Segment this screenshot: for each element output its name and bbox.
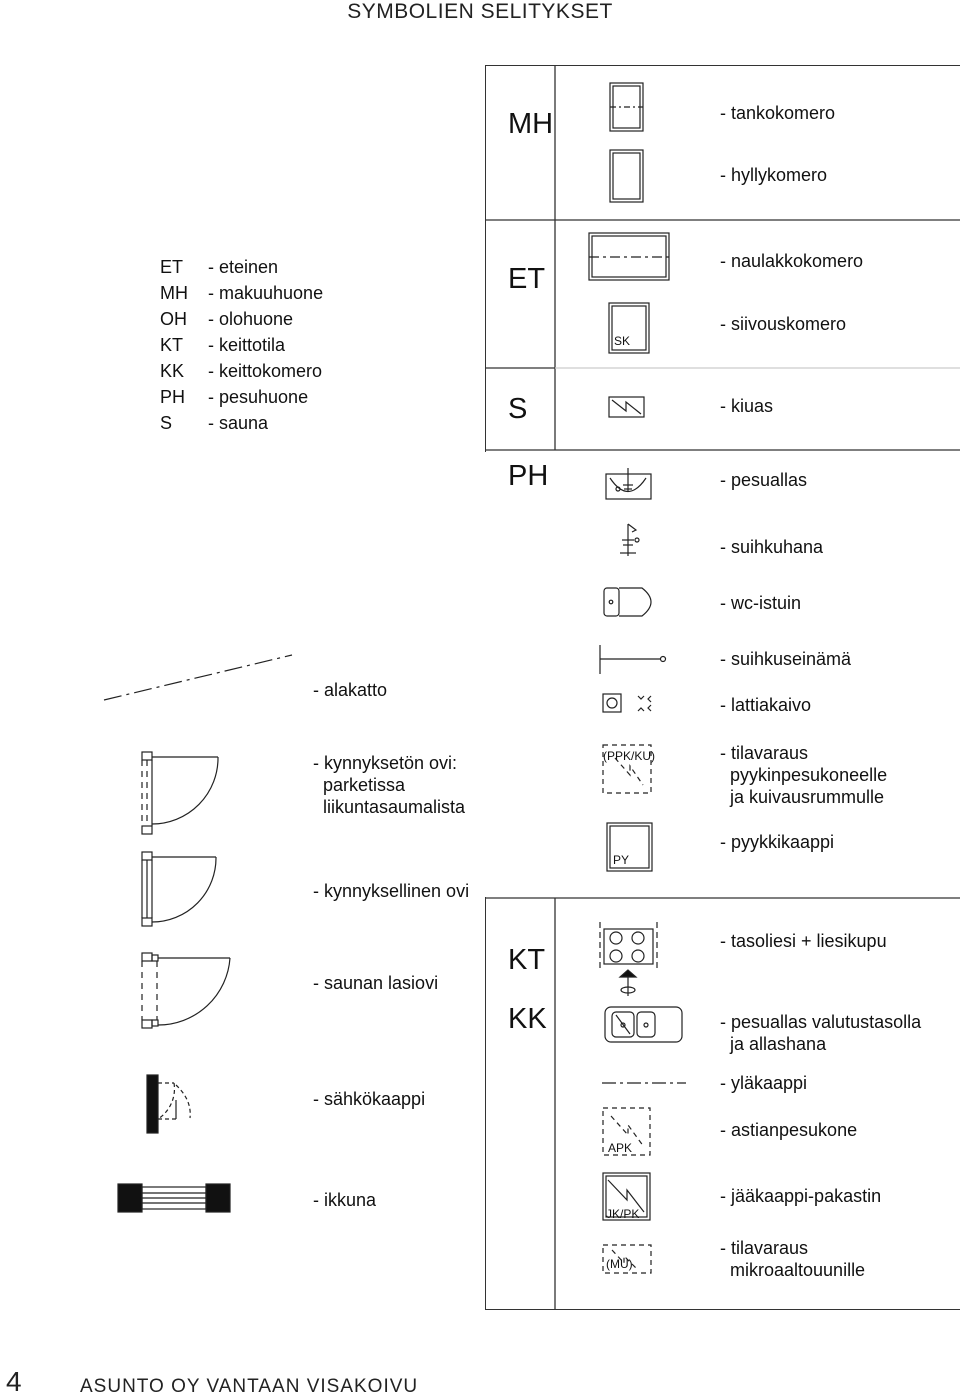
shower-faucet-symbol bbox=[620, 524, 639, 556]
code-mh: MH bbox=[508, 108, 554, 140]
code-et: ET bbox=[508, 263, 546, 295]
label-sahkokaappi: - sähkökaappi bbox=[313, 1089, 426, 1109]
abbr-name: - pesuhuone bbox=[208, 387, 309, 407]
label-jaakaappi: - jääkaappi-pakastin bbox=[720, 1186, 882, 1206]
abbr-name: - olohuone bbox=[208, 309, 294, 329]
symbol-label-jkpk: JK/PK bbox=[606, 1207, 640, 1221]
label-astianpesukone: - astianpesukone bbox=[720, 1120, 858, 1140]
symbol-label-apk: APK bbox=[608, 1141, 633, 1155]
toilet-symbol bbox=[604, 588, 651, 616]
abbr-code: S bbox=[160, 413, 173, 433]
symbol-label-ppk: (PPK/KU) bbox=[603, 749, 656, 763]
abbr-name: - keittokomero bbox=[208, 361, 323, 381]
shower-wall-symbol bbox=[600, 645, 666, 674]
label-alakatto: - alakatto bbox=[313, 680, 388, 700]
label-kynnyksellinen-ovi: - kynnyksellinen ovi bbox=[313, 881, 470, 901]
code-s: S bbox=[508, 393, 528, 425]
label-hyllykomero: - hyllykomero bbox=[720, 165, 828, 185]
shelf-cabinet-symbol bbox=[610, 150, 643, 202]
label-kynnykseton-ovi: - kynnyksetön ovi: parketissa liikuntasaumalista bbox=[313, 753, 466, 817]
abbr-name: - makuuhuone bbox=[208, 283, 324, 303]
symbol-label-mu: (MU) bbox=[606, 1257, 633, 1271]
abbr-code: KK bbox=[160, 361, 185, 381]
code-ph: PH bbox=[508, 460, 549, 492]
label-suihkuseinama: - suihkuseinämä bbox=[720, 649, 852, 669]
abbr-code: PH bbox=[160, 387, 186, 407]
label-tankokomero: - tankokomero bbox=[720, 103, 836, 123]
abbr-code: KT bbox=[160, 335, 184, 355]
sink-with-drainboard-symbol bbox=[605, 1007, 682, 1042]
floor-drain-symbol bbox=[603, 694, 651, 712]
wardrobe-rod-symbol bbox=[610, 83, 643, 131]
label-tasoliesi: - tasoliesi + liesikupu bbox=[720, 931, 887, 951]
sauna-stove-symbol bbox=[609, 397, 644, 417]
abbr-name: - eteinen bbox=[208, 257, 279, 277]
abbr-code: MH bbox=[160, 283, 188, 303]
abbr-code: OH bbox=[160, 309, 187, 329]
label-pesuallas: - pesuallas bbox=[720, 470, 808, 490]
footer-text: ASUNTO OY VANTAAN VISAKOIVU bbox=[80, 1376, 419, 1397]
page-number: 4 bbox=[6, 1366, 22, 1397]
label-ylakaappi: - yläkaappi bbox=[720, 1073, 808, 1093]
label-naulakkokomero: - naulakkokomero bbox=[720, 251, 864, 271]
washbasin-symbol bbox=[606, 468, 651, 499]
label-kiuas: - kiuas bbox=[720, 396, 774, 416]
label-saunan-lasiovi: - saunan lasiovi bbox=[313, 973, 439, 993]
label-suihkuhana: - suihkuhana bbox=[720, 537, 824, 557]
cooktop-hood-symbol bbox=[600, 922, 657, 996]
label-pesuallas-valutus: - pesuallas valutustasolla ja allashana bbox=[720, 1012, 922, 1054]
code-kk: KK bbox=[508, 1003, 547, 1035]
label-tilavaraus-mikro: - tilavaraus mikroaaltouunille bbox=[720, 1238, 866, 1280]
label-lattiakaivo: - lattiakaivo bbox=[720, 695, 812, 715]
label-pyykkikaappi: - pyykkikaappi bbox=[720, 832, 835, 852]
symbol-label-sk: SK bbox=[614, 334, 631, 348]
abbr-name: - sauna bbox=[208, 413, 269, 433]
coat-closet-symbol bbox=[589, 233, 669, 280]
label-wc-istuin: - wc-istuin bbox=[720, 593, 802, 613]
label-siivouskomero: - siivouskomero bbox=[720, 314, 847, 334]
abbr-name: - keittotila bbox=[208, 335, 286, 355]
label-tilavaraus-pyykki: - tilavaraus pyykinpesukoneelle ja kuivausrummulle bbox=[720, 743, 888, 807]
abbr-code: ET bbox=[160, 257, 184, 277]
label-ikkuna: - ikkuna bbox=[313, 1190, 377, 1210]
page-title: SYMBOLIEN SELITYKSET bbox=[347, 0, 613, 23]
code-kt: KT bbox=[508, 944, 546, 976]
symbol-label-py: PY bbox=[613, 853, 630, 867]
